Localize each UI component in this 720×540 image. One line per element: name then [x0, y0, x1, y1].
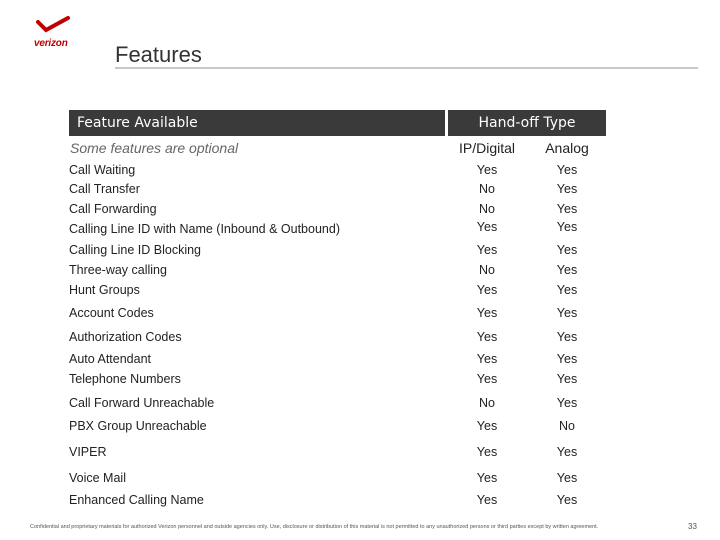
- analog-value: No: [559, 419, 575, 433]
- feature-label: Three-way calling: [69, 263, 167, 277]
- ip-digital-value: Yes: [476, 493, 498, 507]
- ip-digital-value: Yes: [476, 352, 498, 366]
- feature-label: VIPER: [69, 445, 107, 459]
- ip-digital-value: Yes: [476, 372, 498, 386]
- analog-value: Yes: [556, 471, 578, 485]
- analog-value: Yes: [556, 372, 578, 386]
- analog-value: Yes: [556, 330, 578, 344]
- feature-label: Auto Attendant: [69, 352, 152, 366]
- analog-value: Yes: [556, 283, 578, 297]
- analog-value: Yes: [556, 202, 578, 216]
- feature-label: Calling Line ID Blocking: [69, 243, 202, 257]
- ip-digital-value: Yes: [476, 419, 498, 433]
- feature-label: Voice Mail: [69, 471, 126, 485]
- analog-value: Yes: [556, 163, 578, 177]
- col-ip-digital: IP/Digital: [458, 140, 516, 156]
- analog-value: Yes: [556, 396, 578, 410]
- ip-digital-value: No: [479, 396, 495, 410]
- feature-label: Call Forwarding: [69, 202, 157, 216]
- ip-digital-value: Yes: [476, 471, 498, 485]
- header-feature-available: Feature Available: [69, 110, 445, 136]
- feature-label: Account Codes: [69, 306, 154, 320]
- ip-digital-value: Yes: [476, 243, 498, 257]
- brand-name: verizon: [34, 38, 68, 49]
- verizon-logo: [28, 16, 80, 50]
- feature-label: Call Forward Unreachable: [69, 396, 215, 410]
- feature-label: Telephone Numbers: [69, 372, 181, 386]
- feature-label: Hunt Groups: [69, 283, 140, 297]
- analog-value: Yes: [556, 263, 578, 277]
- feature-label: Enhanced Calling Name: [69, 493, 204, 507]
- ip-digital-value: Yes: [476, 283, 498, 297]
- checkmark-icon: [28, 16, 80, 40]
- feature-label: Call Waiting: [69, 163, 136, 177]
- ip-digital-value: No: [479, 263, 495, 277]
- feature-label: Calling Line ID with Name (Inbound & Outbound): [69, 222, 340, 236]
- ip-digital-value: Yes: [476, 163, 498, 177]
- feature-label: Call Transfer: [69, 182, 140, 196]
- ip-digital-value: Yes: [476, 220, 498, 234]
- ip-digital-value: Yes: [476, 306, 498, 320]
- ip-digital-value: No: [479, 182, 495, 196]
- analog-value: Yes: [556, 243, 578, 257]
- feature-label: Authorization Codes: [69, 330, 182, 344]
- confidential-footer: Confidential and proprietary materials for authorized Verizon personnel and outside agencies only. Use, disclosure or distribution of this material is not permitted to any unauthorized persons or third parties except by written agreement.: [30, 524, 599, 530]
- title-divider: [115, 67, 698, 69]
- ip-digital-value: No: [479, 202, 495, 216]
- analog-value: Yes: [556, 306, 578, 320]
- page-number: 33: [688, 522, 697, 531]
- optional-note: Some features are optional: [70, 140, 239, 156]
- ip-digital-value: Yes: [476, 330, 498, 344]
- analog-value: Yes: [556, 220, 578, 234]
- ip-digital-value: Yes: [476, 445, 498, 459]
- analog-value: Yes: [556, 352, 578, 366]
- header-handoff-type: Hand-off Type: [448, 110, 606, 136]
- analog-value: Yes: [556, 182, 578, 196]
- col-analog: Analog: [545, 140, 589, 156]
- analog-value: Yes: [556, 493, 578, 507]
- page-title: Features: [115, 42, 202, 67]
- analog-value: Yes: [556, 445, 578, 459]
- feature-label: PBX Group Unreachable: [69, 419, 207, 433]
